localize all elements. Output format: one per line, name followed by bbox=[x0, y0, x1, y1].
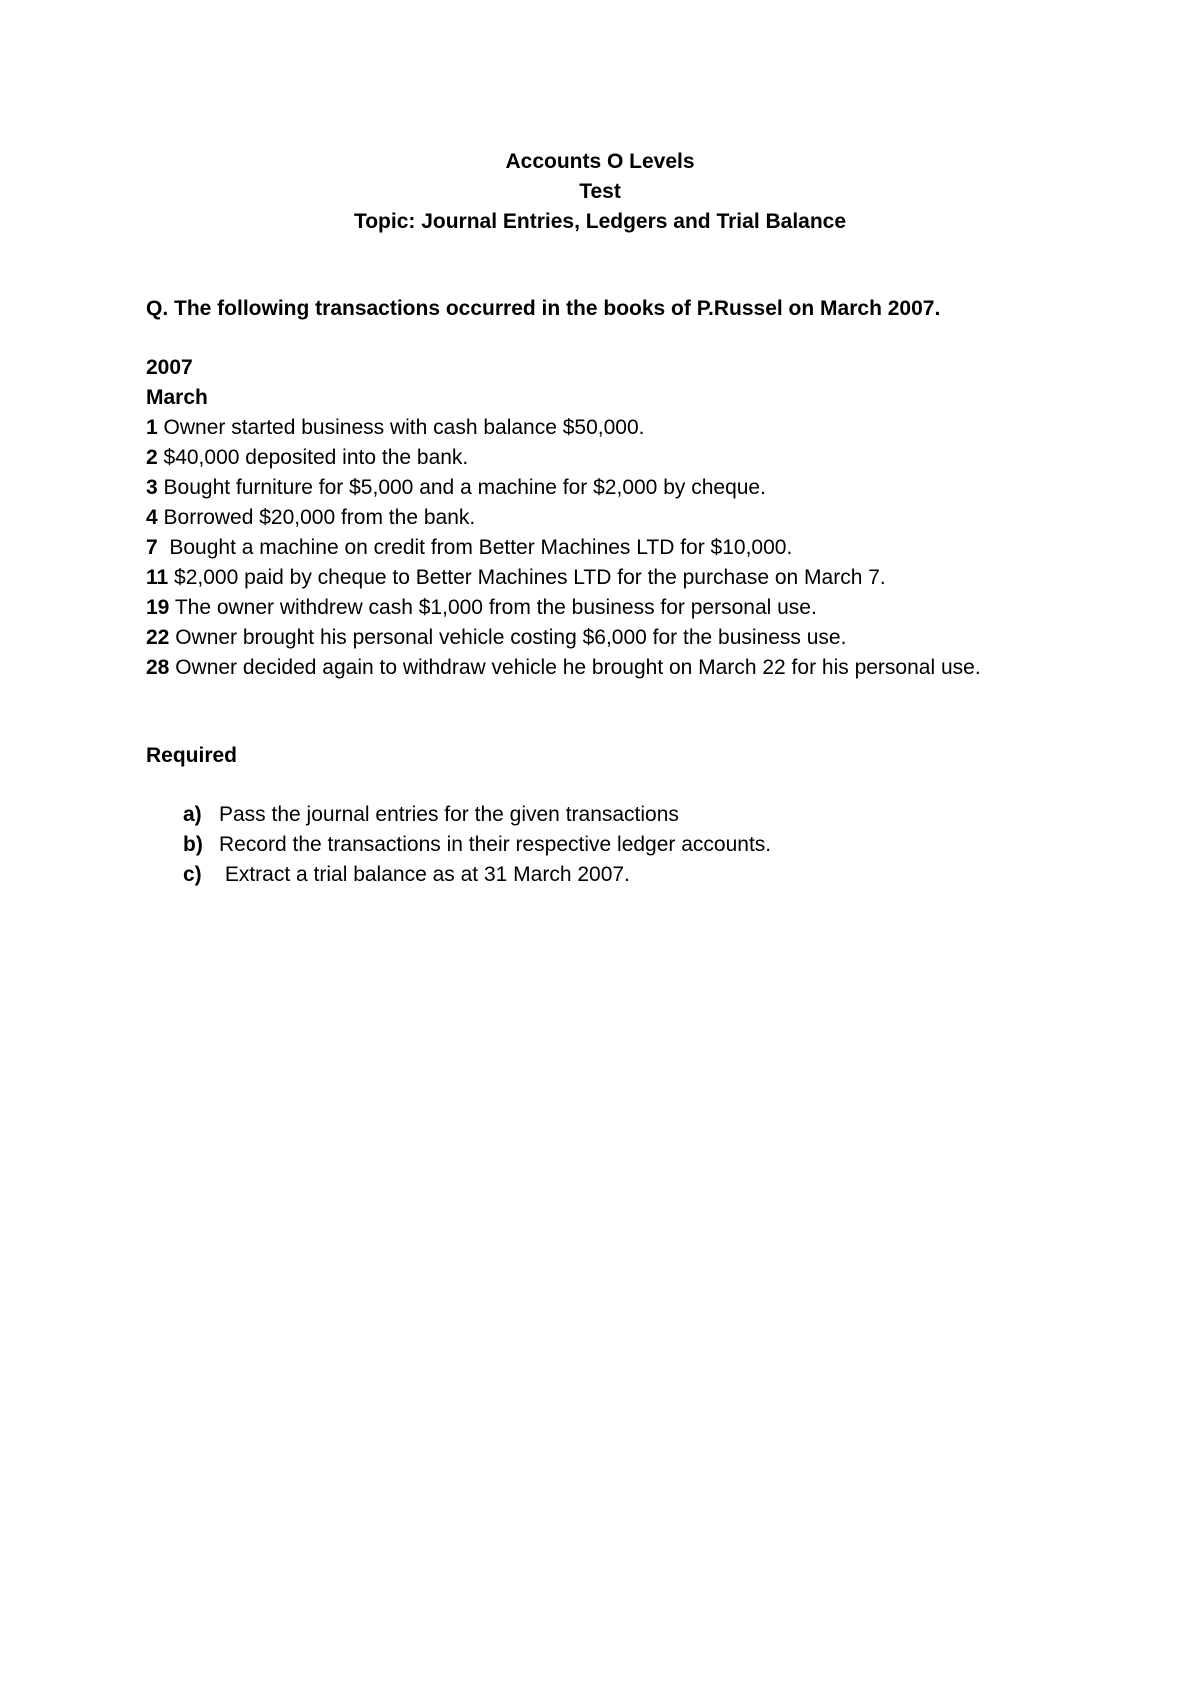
required-item-text: Pass the journal entries for the given transactions bbox=[219, 803, 679, 826]
question-text: Q. The following transactions occurred in the books of P.Russel on March 2007. bbox=[146, 297, 941, 320]
transaction-item bbox=[146, 623, 1106, 653]
transaction-text: $40,000 deposited into the bank. bbox=[157, 446, 469, 469]
transaction-text: Borrowed $20,000 from the bank. bbox=[157, 506, 476, 529]
transaction-item bbox=[146, 413, 1106, 443]
required-item bbox=[183, 830, 771, 860]
transaction-item bbox=[146, 473, 1106, 503]
transaction-day: 19 bbox=[146, 596, 170, 619]
transaction-text: Owner decided again to withdraw vehicle he brought on March 22 for his personal use. bbox=[169, 656, 981, 679]
transaction-text: Owner brought his personal vehicle costing $6,000 for the business use. bbox=[169, 626, 847, 649]
transaction-day: 7 bbox=[146, 536, 158, 559]
transaction-day: 3 bbox=[146, 476, 158, 499]
transaction-day: 4 bbox=[146, 506, 158, 529]
required-list bbox=[183, 800, 771, 890]
required-item-letter: c) bbox=[183, 863, 202, 886]
transaction-item bbox=[146, 533, 1106, 563]
transaction-day: 2 bbox=[146, 446, 158, 469]
transaction-item bbox=[146, 653, 1106, 683]
required-item bbox=[183, 800, 771, 830]
header-test: Test bbox=[579, 180, 621, 203]
transaction-text: $2,000 paid by cheque to Better Machines LTD for the purchase on March 7. bbox=[168, 566, 886, 589]
transaction-text: Owner started business with cash balance $50,000. bbox=[157, 416, 645, 439]
transaction-text: Bought a machine on credit from Better Machines LTD for $10,000. bbox=[157, 536, 793, 559]
required-item-text: Extract a trial balance as at 31 March 2007. bbox=[219, 863, 630, 886]
required-heading: Required bbox=[146, 744, 238, 767]
transaction-text: The owner withdrew cash $1,000 from the business for personal use. bbox=[169, 596, 817, 619]
transaction-item bbox=[146, 593, 1106, 623]
transaction-text: Bought furniture for $5,000 and a machine for $2,000 by cheque. bbox=[157, 476, 766, 499]
header-subject: Accounts O Levels bbox=[505, 150, 695, 173]
required-item-letter: b) bbox=[183, 833, 203, 856]
required-item bbox=[183, 860, 771, 890]
transaction-day: 28 bbox=[146, 656, 170, 679]
document-header bbox=[0, 147, 1200, 237]
required-item-letter: a) bbox=[183, 803, 202, 826]
transaction-list bbox=[146, 353, 1106, 683]
header-topic: Topic: Journal Entries, Ledgers and Trial Balance bbox=[353, 210, 847, 233]
transaction-day: 11 bbox=[146, 566, 169, 589]
transaction-day: 1 bbox=[146, 416, 158, 439]
transaction-item bbox=[146, 443, 1106, 473]
year-label: 2007 bbox=[146, 356, 193, 379]
transaction-day: 22 bbox=[146, 626, 170, 649]
transaction-item bbox=[146, 503, 1106, 533]
required-item-text: Record the transactions in their respective ledger accounts. bbox=[219, 833, 772, 856]
transaction-item bbox=[146, 563, 1106, 593]
month-label: March bbox=[146, 386, 208, 409]
